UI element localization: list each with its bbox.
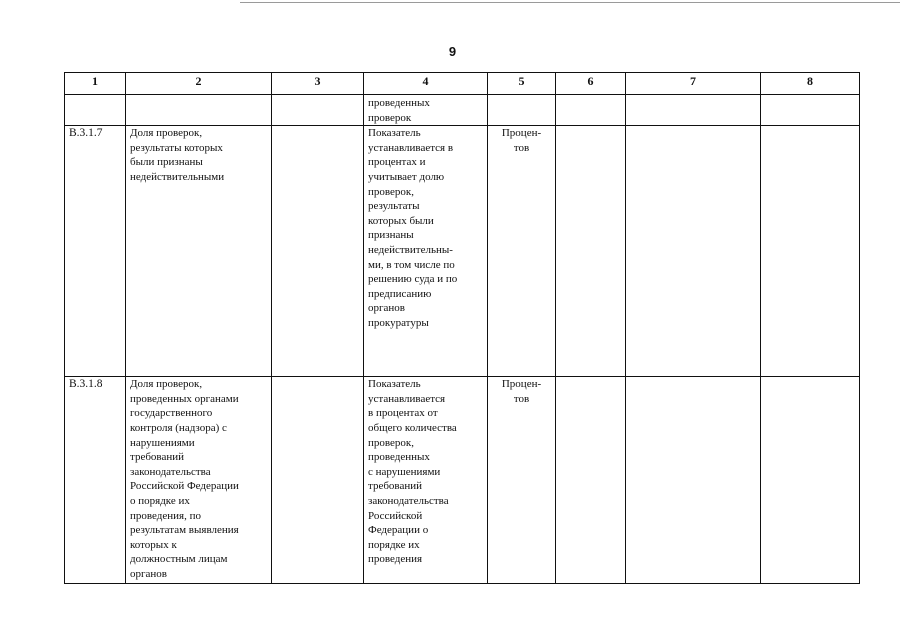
table-cell-description: Показатель устанавливается в процентах от общего количества проверок, проведенных с нарушениями требований законодательства Российской Федерации о порядке их проведения	[364, 377, 488, 584]
table-cell-code: В.3.1.8	[65, 377, 126, 584]
column-header: 7	[626, 73, 761, 95]
column-header: 3	[272, 73, 364, 95]
table-cell-unit: Процен- тов	[488, 126, 556, 377]
table-cell	[761, 126, 860, 377]
table-cell-description: проведенных проверок	[364, 95, 488, 126]
table-cell	[761, 95, 860, 126]
table-cell	[556, 377, 626, 584]
table-cell-code: В.3.1.7	[65, 126, 126, 377]
top-rule	[240, 2, 900, 3]
table-row	[65, 377, 860, 584]
table-cell-name: Доля проверок, результаты которых были признаны недействительными	[126, 126, 272, 377]
column-header: 4	[364, 73, 488, 95]
table-cell	[626, 95, 761, 126]
column-header: 8	[761, 73, 860, 95]
table-cell	[126, 95, 272, 126]
indicator-table	[64, 72, 860, 584]
page-number: 9	[448, 44, 457, 59]
table-cell	[272, 95, 364, 126]
table-cell	[65, 95, 126, 126]
table-cell-name: Доля проверок, проведенных органами государственного контроля (надзора) с нарушениями требований законодательства Российской Федерации о порядке их проведения, по результатам выявления которых к должностным лицам органов	[126, 377, 272, 584]
column-header: 1	[65, 73, 126, 95]
column-header: 2	[126, 73, 272, 95]
table-cell	[556, 95, 626, 126]
table-row	[65, 126, 860, 377]
table-cell	[488, 95, 556, 126]
table-cell	[556, 126, 626, 377]
table-cell	[272, 377, 364, 584]
table-cell	[272, 126, 364, 377]
table-cell-unit: Процен- тов	[488, 377, 556, 584]
column-header: 5	[488, 73, 556, 95]
column-header: 6	[556, 73, 626, 95]
table-row-continuation	[65, 95, 860, 126]
table-cell	[761, 377, 860, 584]
table-cell	[626, 126, 761, 377]
header-row	[65, 73, 860, 95]
table-cell	[626, 377, 761, 584]
table-cell-description: Показатель устанавливается в процентах и учитывает долю проверок, результаты которых были признаны недействительны- ми, в том числе по решению суда и по предписанию органов прокуратуры	[364, 126, 488, 377]
